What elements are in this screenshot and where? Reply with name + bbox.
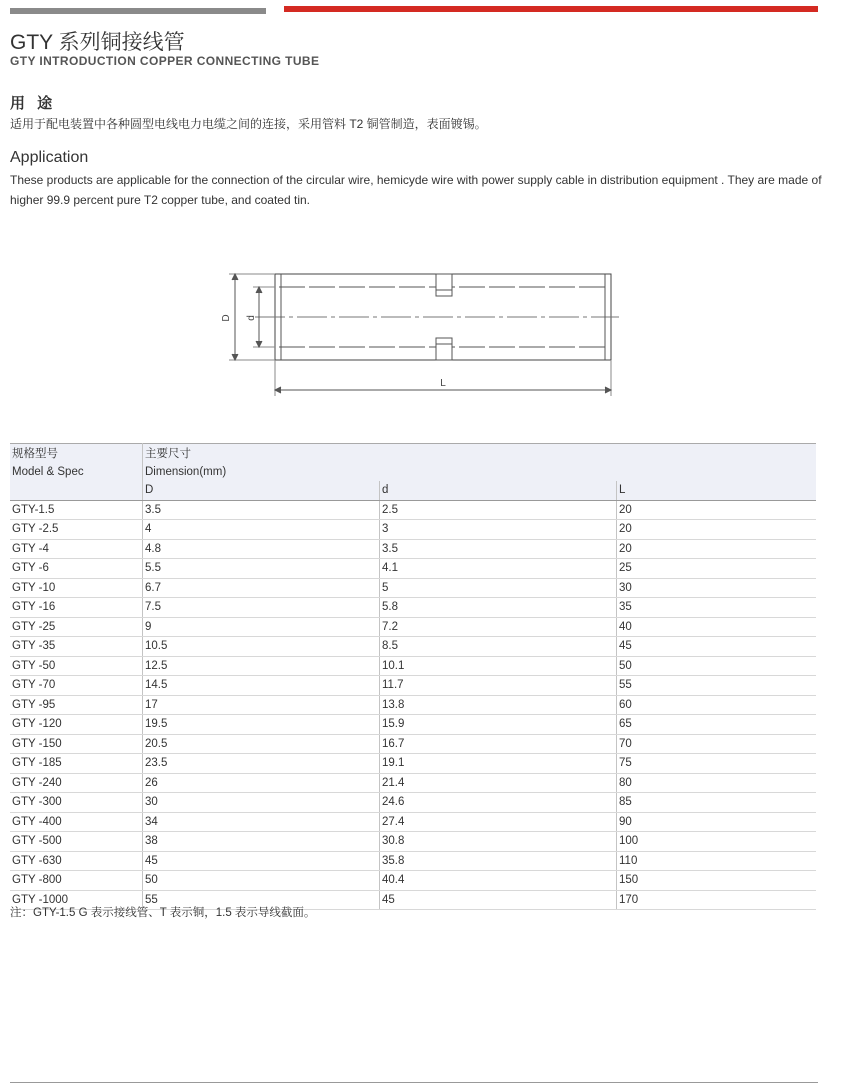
cell-model: GTY -16 — [10, 598, 143, 618]
cell-d: 45 — [380, 890, 617, 910]
usage-heading: 用 途 — [10, 95, 57, 112]
table-row — [10, 695, 816, 715]
cell-model: GTY -35 — [10, 637, 143, 657]
cell-L: 30 — [617, 578, 817, 598]
dimension-table — [10, 443, 816, 910]
table-row — [10, 676, 816, 696]
cell-D: 5.5 — [143, 559, 380, 579]
cell-d: 7.2 — [380, 617, 617, 637]
cell-L: 45 — [617, 637, 817, 657]
cell-D: 45 — [143, 851, 380, 871]
cell-L: 170 — [617, 890, 817, 910]
cell-L: 20 — [617, 500, 817, 520]
diagram-label-L: L — [440, 378, 446, 389]
header-red-bar — [284, 6, 818, 12]
cell-d: 40.4 — [380, 871, 617, 891]
cell-L: 25 — [617, 559, 817, 579]
table-row — [10, 754, 816, 774]
cell-L: 20 — [617, 520, 817, 540]
cell-model: GTY -70 — [10, 676, 143, 696]
table-row — [10, 812, 816, 832]
cell-model: GTY -240 — [10, 773, 143, 793]
cell-model: GTY -400 — [10, 812, 143, 832]
table-header-row-cols — [10, 481, 816, 500]
cell-L: 110 — [617, 851, 817, 871]
cell-d: 27.4 — [380, 812, 617, 832]
header-model-cn: 规格型号 — [10, 444, 143, 463]
cell-model: GTY -150 — [10, 734, 143, 754]
table-row — [10, 617, 816, 637]
cell-D: 7.5 — [143, 598, 380, 618]
cell-model: GTY -50 — [10, 656, 143, 676]
cell-model: GTY -1000 — [10, 890, 143, 910]
table-row — [10, 500, 816, 520]
cell-model: GTY -800 — [10, 871, 143, 891]
cell-d: 19.1 — [380, 754, 617, 774]
table-row — [10, 539, 816, 559]
header-col-D: D — [143, 481, 380, 500]
cell-L: 90 — [617, 812, 817, 832]
table-row — [10, 715, 816, 735]
cell-d: 5 — [380, 578, 617, 598]
cell-D: 14.5 — [143, 676, 380, 696]
diagram-label-D: D — [221, 314, 232, 322]
cell-d: 2.5 — [380, 500, 617, 520]
cell-d: 35.8 — [380, 851, 617, 871]
cell-model: GTY -300 — [10, 793, 143, 813]
table-header-row-cn — [10, 444, 816, 463]
cell-L: 70 — [617, 734, 817, 754]
table-row — [10, 559, 816, 579]
cell-D: 10.5 — [143, 637, 380, 657]
cell-L: 20 — [617, 539, 817, 559]
page-subtitle: GTY INTRODUCTION COPPER CONNECTING TUBE — [10, 54, 320, 68]
cell-model: GTY -10 — [10, 578, 143, 598]
cell-d: 15.9 — [380, 715, 617, 735]
cell-L: 80 — [617, 773, 817, 793]
cell-d: 3.5 — [380, 539, 617, 559]
table-header-row-en — [10, 463, 816, 482]
table-row — [10, 520, 816, 540]
cell-D: 6.7 — [143, 578, 380, 598]
cell-D: 30 — [143, 793, 380, 813]
footnote: 注：GTY-1.5 G 表示接线管、T 表示铜，1.5 表示导线截面。 — [10, 907, 316, 919]
tube-diagram — [215, 240, 625, 400]
cell-model: GTY -6 — [10, 559, 143, 579]
cell-model: GTY -25 — [10, 617, 143, 637]
cell-model: GTY -185 — [10, 754, 143, 774]
cell-D: 23.5 — [143, 754, 380, 774]
cell-D: 20.5 — [143, 734, 380, 754]
cell-d: 13.8 — [380, 695, 617, 715]
table-row — [10, 851, 816, 871]
cell-D: 4 — [143, 520, 380, 540]
usage-text: 适用于配电装置中各种圆型电线电力电缆之间的连接，采用管料 T2 铜管制造，表面镀锡。 — [10, 117, 487, 131]
cell-model: GTY -4 — [10, 539, 143, 559]
cell-d: 16.7 — [380, 734, 617, 754]
cell-model: GTY -630 — [10, 851, 143, 871]
cell-model: GTY -2.5 — [10, 520, 143, 540]
cell-D: 12.5 — [143, 656, 380, 676]
cell-d: 21.4 — [380, 773, 617, 793]
header-model-en: Model & Spec — [10, 463, 143, 482]
cell-D: 34 — [143, 812, 380, 832]
cell-D: 4.8 — [143, 539, 380, 559]
cell-d: 30.8 — [380, 832, 617, 852]
cell-D: 19.5 — [143, 715, 380, 735]
cell-L: 50 — [617, 656, 817, 676]
header-col-L: L — [617, 481, 817, 500]
table-row — [10, 637, 816, 657]
cell-d: 5.8 — [380, 598, 617, 618]
table-row — [10, 734, 816, 754]
header-grey-bar — [10, 8, 266, 14]
cell-D: 3.5 — [143, 500, 380, 520]
table-row — [10, 598, 816, 618]
cell-D: 55 — [143, 890, 380, 910]
cell-d: 3 — [380, 520, 617, 540]
header-dim-cn: 主要尺寸 — [143, 444, 817, 463]
cell-d: 10.1 — [380, 656, 617, 676]
cell-L: 75 — [617, 754, 817, 774]
table-row — [10, 871, 816, 891]
cell-model: GTY -95 — [10, 695, 143, 715]
bottom-rule — [10, 1082, 818, 1083]
cell-L: 40 — [617, 617, 817, 637]
page-title: GTY 系列铜接线管 — [10, 31, 185, 54]
cell-L: 60 — [617, 695, 817, 715]
table-row — [10, 773, 816, 793]
cell-D: 9 — [143, 617, 380, 637]
application-heading: Application — [10, 149, 89, 166]
cell-d: 4.1 — [380, 559, 617, 579]
cell-d: 8.5 — [380, 637, 617, 657]
cell-model: GTY-1.5 — [10, 500, 143, 520]
cell-L: 65 — [617, 715, 817, 735]
cell-d: 11.7 — [380, 676, 617, 696]
table-row — [10, 793, 816, 813]
header-col-d: d — [380, 481, 617, 500]
header-empty — [10, 481, 143, 500]
table-row — [10, 832, 816, 852]
table-row — [10, 578, 816, 598]
cell-D: 50 — [143, 871, 380, 891]
cell-L: 150 — [617, 871, 817, 891]
header-dim-en: Dimension(mm) — [143, 463, 817, 482]
cell-L: 100 — [617, 832, 817, 852]
cell-D: 17 — [143, 695, 380, 715]
cell-L: 35 — [617, 598, 817, 618]
cell-L: 55 — [617, 676, 817, 696]
table-row — [10, 656, 816, 676]
cell-model: GTY -500 — [10, 832, 143, 852]
application-text: These products are applicable for the connection of the circular wire, hemicyde wire with power supply cable in distribution equipment . They are made of higher 99.9 percent pure T2 copper tube, and coated tin. — [10, 173, 822, 207]
cell-model: GTY -120 — [10, 715, 143, 735]
diagram-label-d: d — [246, 315, 257, 321]
cell-D: 26 — [143, 773, 380, 793]
cell-L: 85 — [617, 793, 817, 813]
cell-D: 38 — [143, 832, 380, 852]
cell-d: 24.6 — [380, 793, 617, 813]
